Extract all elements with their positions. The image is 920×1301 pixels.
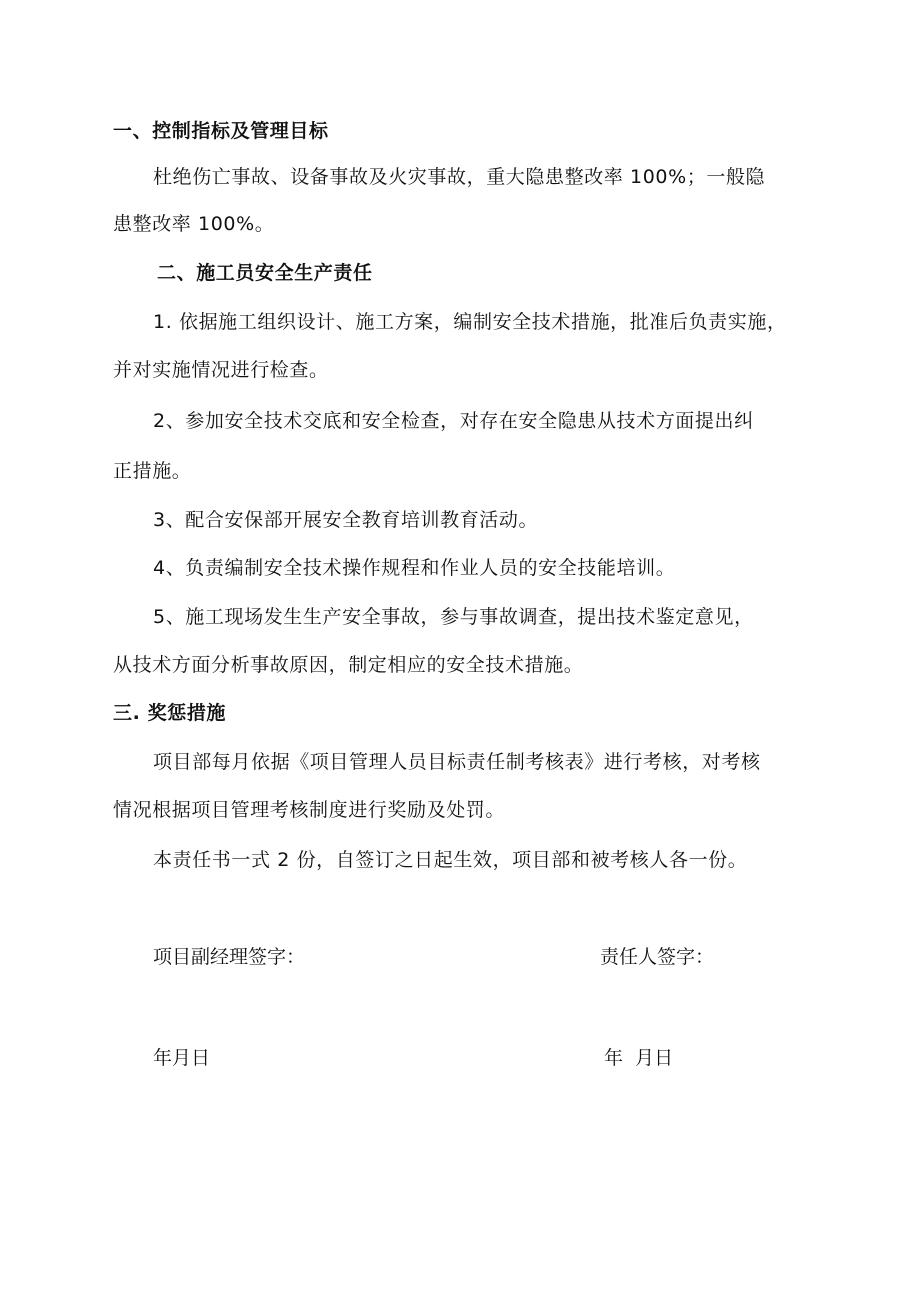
section2-item2-line2: 正措施。 (113, 460, 192, 482)
section3-para-line1: 项目部每月依据《项目管理人员目标责任制考核表》进行考核，对考核 (153, 751, 761, 773)
section2-heading: 二、施工员安全生产责任 (157, 262, 373, 284)
section2-item5-line1: 5、施工现场发生生产安全事故，参与事故调查，提出技术鉴定意见， (153, 606, 754, 628)
section2-item1-line1: 1. 依据施工组织设计、施工方案，编制安全技术措施，批准后负责实施， (153, 311, 787, 333)
section3-heading: 三. 奖惩措施 (113, 702, 227, 724)
responsible-person-date: 年 月日 (604, 1047, 674, 1069)
section1-para-line2: 患整改率 100%。 (113, 213, 275, 235)
section2-item4: 4、负责编制安全技术操作规程和作业人员的安全技能培训。 (153, 557, 676, 579)
deputy-manager-date: 年月日 (153, 1047, 211, 1069)
section2-item5-line2: 从技术方面分析事故原因，制定相应的安全技术措施。 (113, 654, 584, 676)
section3-para2: 本责任书一式 2 份，自签订之日起生效，项目部和被考核人各一份。 (153, 849, 748, 871)
section2-item3: 3、配合安保部开展安全教育培训教育活动。 (153, 509, 539, 531)
deputy-manager-signature-label: 项目副经理签字： (153, 946, 306, 968)
section3-para-line2: 情况根据项目管理考核制度进行奖励及处罚。 (113, 799, 506, 821)
section1-heading: 一、控制指标及管理目标 (113, 120, 329, 142)
section2-item1-line2: 并对实施情况进行检查。 (113, 359, 329, 381)
section2-item2-line1: 2、参加安全技术交底和安全检查，对存在安全隐患从技术方面提出纠 (153, 410, 754, 432)
responsible-person-signature-label: 责任人签字： (600, 946, 715, 968)
section1-para-line1: 杜绝伤亡事故、设备事故及火灾事故，重大隐患整改率 100%；一般隐 (153, 166, 766, 188)
